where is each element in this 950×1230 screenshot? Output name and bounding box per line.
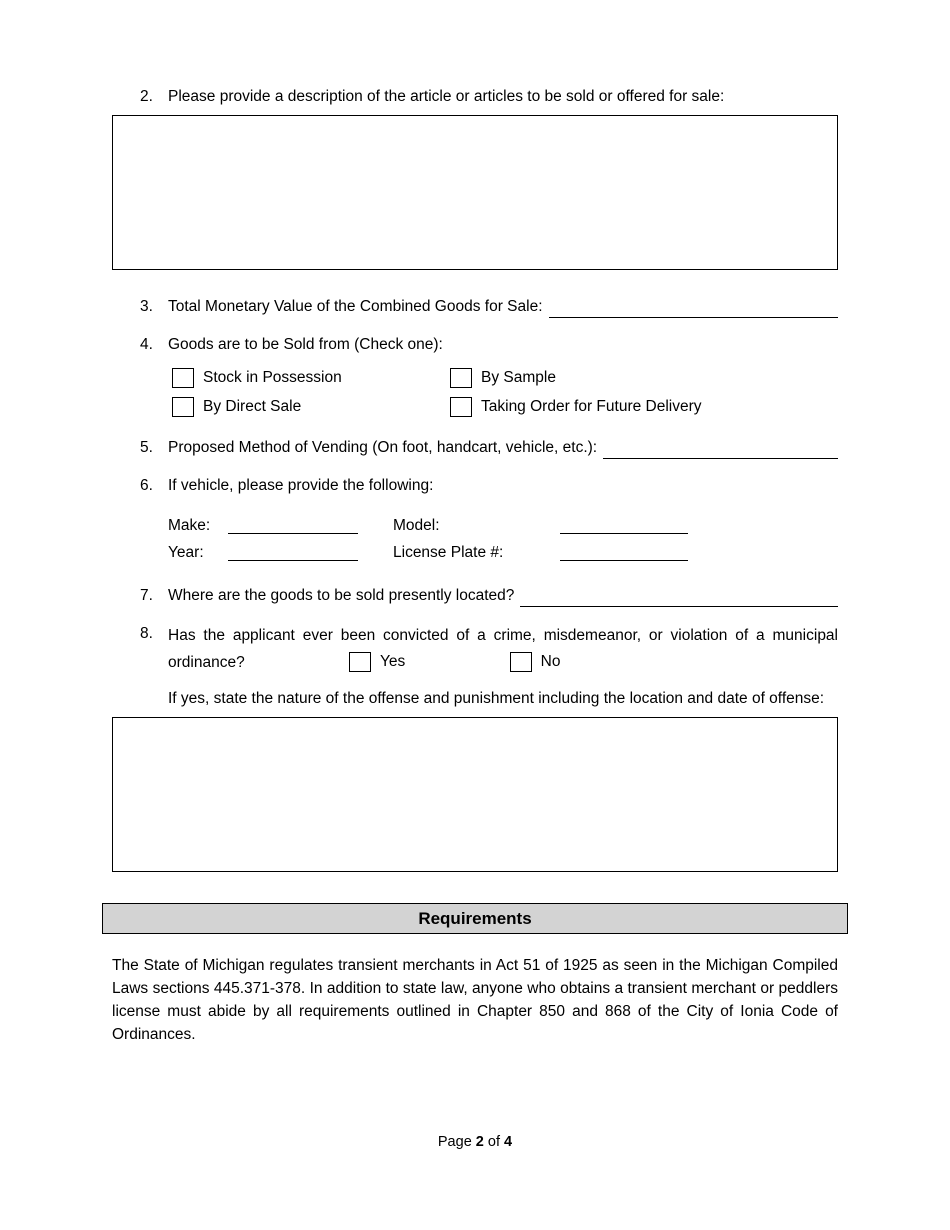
question-2-number: 2. xyxy=(140,88,153,105)
question-8-number: 8. xyxy=(140,625,153,642)
question-5-number: 5. xyxy=(140,439,153,456)
option-stock-in-possession xyxy=(172,367,450,389)
make-label: Make: xyxy=(168,517,211,534)
no-option xyxy=(510,649,561,675)
question-5 xyxy=(140,437,838,459)
page-footer xyxy=(0,1131,950,1153)
question-7-label: Where are the goods to be sold presently located? xyxy=(168,587,515,604)
question-8-followup xyxy=(140,688,838,710)
make-model-row xyxy=(168,512,838,539)
goods-location-blank-line[interactable] xyxy=(520,587,838,607)
license-plate-blank-line[interactable] xyxy=(560,539,688,561)
yes-checkbox[interactable] xyxy=(349,652,371,672)
question-3-number: 3. xyxy=(140,298,153,315)
question-6-label: If vehicle, please provide the following: xyxy=(168,477,434,494)
question-7-number: 7. xyxy=(140,587,153,604)
no-label: No xyxy=(540,653,561,670)
year-blank-line[interactable] xyxy=(228,539,358,561)
taking-order-checkbox[interactable] xyxy=(450,397,472,417)
option-taking-order xyxy=(450,396,838,418)
no-checkbox[interactable] xyxy=(510,652,532,672)
stock-in-possession-checkbox[interactable] xyxy=(172,368,194,388)
question-6-number: 6. xyxy=(140,477,153,494)
question-6 xyxy=(140,475,838,497)
total-value-blank-line[interactable] xyxy=(549,298,838,318)
footer-prefix: Page xyxy=(437,1134,472,1150)
taking-order-label: Taking Order for Future Delivery xyxy=(481,398,702,415)
question-4-number: 4. xyxy=(140,336,153,353)
question-7 xyxy=(140,585,838,607)
question-2-label: Please provide a description of the article or articles to be sold or offered for sale: xyxy=(168,88,725,105)
footer-page-number: 2 xyxy=(475,1134,484,1150)
question-8-label: Has the applicant ever been convicted of a crime, misdemeanor, or violation of a municipal ordinance? xyxy=(168,627,838,671)
description-textbox[interactable] xyxy=(112,115,838,270)
vehicle-fields xyxy=(168,512,838,566)
option-by-sample xyxy=(450,367,838,389)
question-3 xyxy=(140,296,838,318)
yes-label: Yes xyxy=(380,653,406,670)
make-blank-line[interactable] xyxy=(228,512,358,534)
question-2 xyxy=(140,86,838,108)
year-label: Year: xyxy=(168,544,204,561)
by-direct-sale-checkbox[interactable] xyxy=(172,397,194,417)
vending-method-blank-line[interactable] xyxy=(603,439,838,459)
requirements-header xyxy=(102,903,848,934)
stock-in-possession-label: Stock in Possession xyxy=(203,369,342,386)
by-sample-label: By Sample xyxy=(481,369,556,386)
requirements-paragraph: The State of Michigan regulates transient merchants in Act 51 of 1925 as seen in the Michigan Compiled Laws sections 445.371-378. In addition to state law, anyone who obtains a transient merchant or peddlers license must abide by all requirements outlined in Chapter 850 and 868 of the City of Ionia Code of Ordinances. xyxy=(112,957,838,1043)
offense-details-textbox[interactable] xyxy=(112,717,838,872)
requirements-title: Requirements xyxy=(418,909,532,928)
question-3-label: Total Monetary Value of the Combined Goods for Sale: xyxy=(168,298,543,315)
question-8 xyxy=(140,623,838,676)
option-by-direct-sale xyxy=(172,396,450,418)
footer-page-total: 4 xyxy=(504,1134,513,1150)
by-direct-sale-label: By Direct Sale xyxy=(203,398,302,415)
model-blank-line[interactable] xyxy=(560,512,688,534)
question-4 xyxy=(140,334,838,356)
year-plate-row xyxy=(168,539,838,566)
yes-option xyxy=(349,649,405,675)
by-sample-checkbox[interactable] xyxy=(450,368,472,388)
question-4-label: Goods are to be Sold from (Check one): xyxy=(168,336,443,353)
footer-separator: of xyxy=(487,1134,500,1150)
license-plate-label: License Plate #: xyxy=(393,544,504,561)
model-label: Model: xyxy=(393,517,440,534)
question-5-label: Proposed Method of Vending (On foot, handcart, vehicle, etc.): xyxy=(168,439,598,456)
question-8-followup-label: If yes, state the nature of the offense and punishment including the location and date of offense: xyxy=(168,690,825,707)
question-4-options xyxy=(172,367,838,418)
